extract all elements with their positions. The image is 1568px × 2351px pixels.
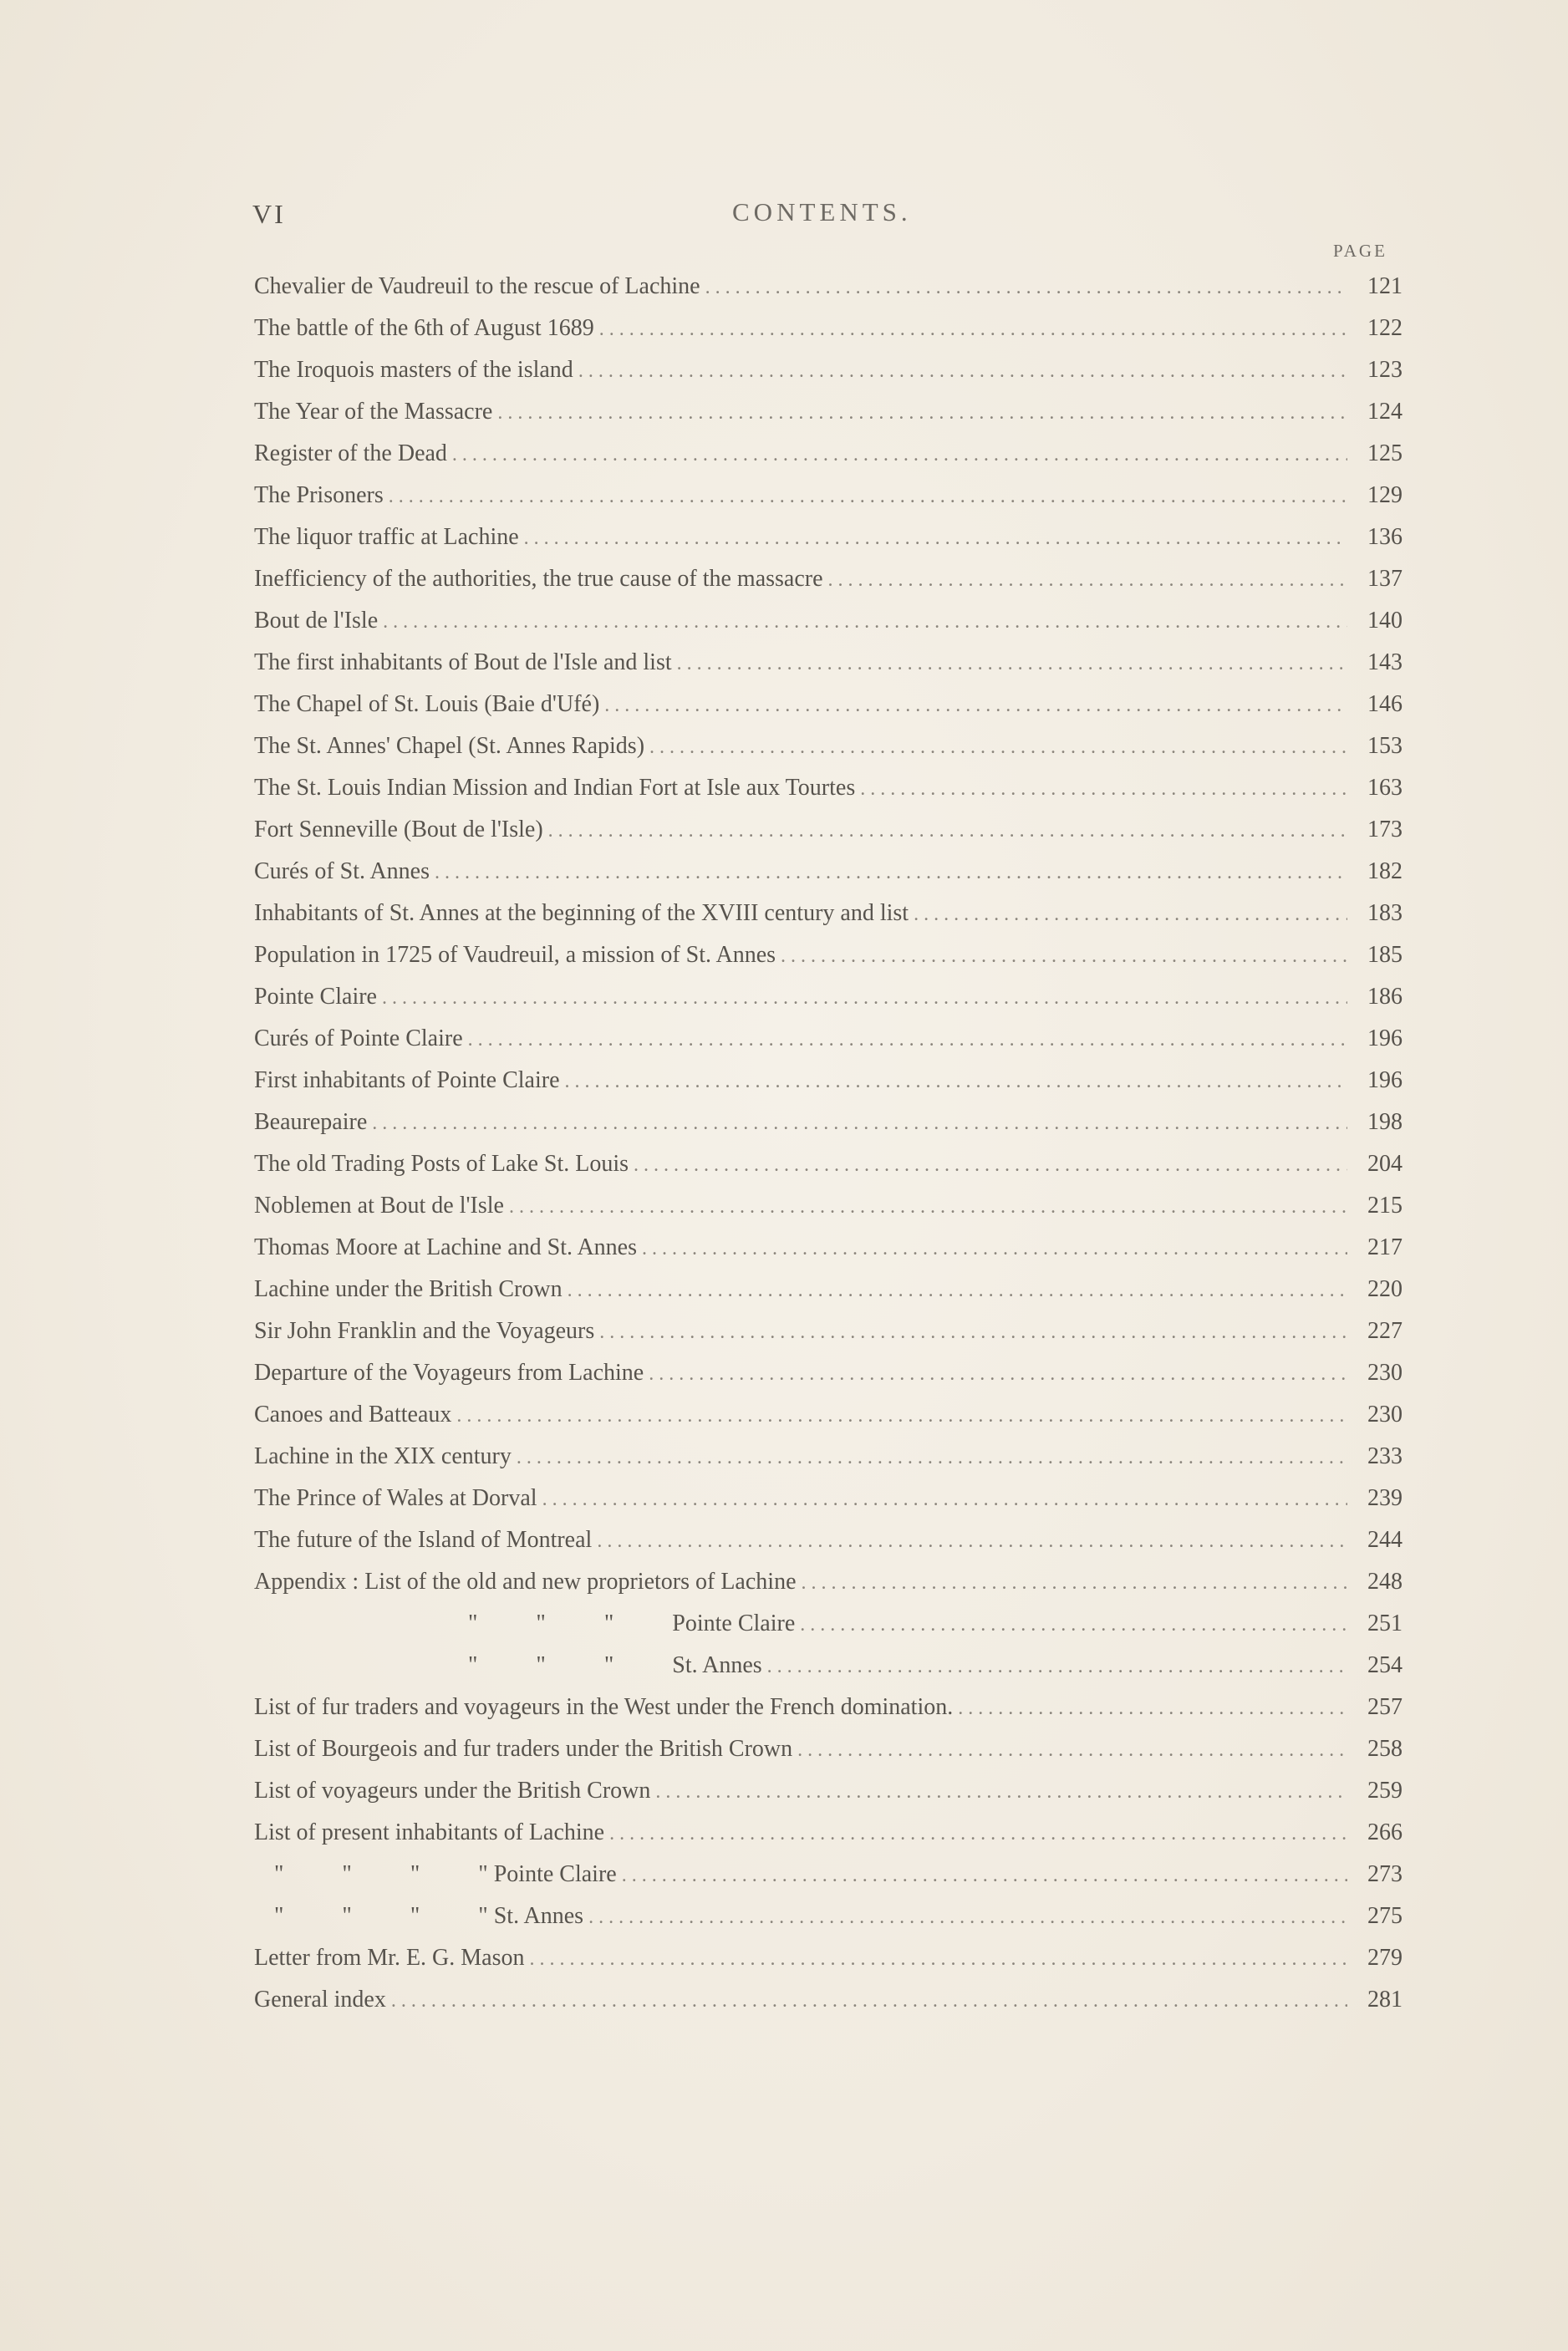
toc-entry-page: 233 [1367,1443,1403,1469]
dot-leader [860,768,1347,810]
dot-leader [649,726,1347,768]
toc-entry [254,1770,1403,1812]
toc-entry-title: Canoes and Batteaux [254,1402,452,1427]
page-title: CONTENTS. [732,197,912,226]
dot-leader [599,308,1347,350]
toc-entry-page: 185 [1367,942,1403,968]
toc-entry [254,893,1403,934]
table-of-contents [254,266,1403,2021]
toc-entry-title: Curés of Pointe Claire [254,1025,463,1051]
toc-entry-title: Departure of the Voyageurs from Lachine [254,1360,644,1386]
dot-leader [781,935,1347,977]
toc-entry [254,1979,1403,2021]
toc-entry-page: 230 [1367,1360,1403,1386]
toc-entry-title: " " " " Pointe Claire [274,1861,617,1887]
toc-entry-page: 257 [1367,1694,1403,1720]
dot-leader [705,267,1347,308]
toc-entry-page: 125 [1367,440,1403,466]
dot-leader [800,1604,1347,1646]
toc-entry-page: 143 [1367,649,1403,675]
toc-entry [254,1728,1403,1770]
toc-entry-title: The St. Annes' Chapel (St. Annes Rapids) [254,733,645,759]
toc-entry-page: 266 [1367,1819,1403,1845]
toc-entry-title: The Year of the Massacre [254,399,493,425]
toc-entry-title: Thomas Moore at Lachine and St. Annes [254,1234,638,1260]
toc-entry-page: 230 [1367,1402,1403,1427]
toc-entry [254,433,1403,475]
toc-entry [254,1687,1403,1728]
toc-entry-title: The Prince of Wales at Dorval [254,1485,537,1511]
toc-entry [254,1603,1403,1645]
toc-entry-page: 217 [1367,1234,1403,1260]
toc-entry-page: 124 [1367,399,1403,425]
dot-leader [391,1980,1347,2022]
toc-entry [254,475,1403,517]
dot-leader [372,1102,1347,1144]
toc-entry-title: List of present inhabitants of Lachine [254,1819,605,1845]
toc-entry [254,1645,1403,1687]
toc-entry-page: 140 [1367,608,1403,634]
dot-leader [542,1478,1347,1520]
toc-entry-title: Lachine under the British Crown [254,1276,563,1302]
toc-entry-page: 215 [1367,1193,1403,1219]
dot-leader [604,684,1347,726]
toc-entry-title: Pointe Claire [254,984,377,1010]
toc-entry-page: 196 [1367,1025,1403,1051]
dot-leader [548,810,1347,852]
toc-entry-title: " " " " St. Annes [274,1903,584,1929]
toc-entry [254,308,1403,349]
toc-entry-title: Population in 1725 of Vaudreuil, a mission of St. Annes [254,942,776,968]
toc-entry [254,1937,1403,1979]
toc-entry [254,1436,1403,1478]
page-header [252,199,1402,241]
toc-entry-title: " " " Pointe Claire [468,1611,796,1636]
toc-entry [254,1060,1403,1102]
toc-entry-title: Register of the Dead [254,440,447,466]
toc-entry-title: Beaurepaire [254,1109,368,1135]
toc-entry-page: 123 [1367,357,1403,383]
toc-entry-title: List of fur traders and voyageurs in the West under the French domination. [254,1694,954,1720]
dot-leader [914,893,1347,935]
dot-leader [677,643,1347,684]
toc-entry [254,1896,1403,1937]
toc-entry-page: 259 [1367,1778,1403,1804]
toc-entry [254,266,1403,308]
toc-entry-page: 248 [1367,1569,1403,1595]
dot-leader [565,1061,1347,1102]
dot-leader [642,1228,1347,1270]
toc-entry-title: The first inhabitants of Bout de l'Isle and list [254,649,672,675]
toc-entry-page: 122 [1367,315,1403,341]
toc-entry-title: The battle of the 6th of August 1689 [254,315,594,341]
toc-entry-title: The St. Louis Indian Mission and Indian Fort at Isle aux Tourtes [254,775,856,801]
toc-entry [254,558,1403,600]
dot-leader [597,1520,1347,1562]
toc-entry [254,600,1403,642]
toc-entry-page: 196 [1367,1067,1403,1093]
toc-entry [254,1143,1403,1185]
dot-leader [524,517,1347,559]
toc-entry [254,391,1403,433]
toc-entry-page: 281 [1367,1987,1403,2013]
toc-entry [254,1854,1403,1896]
toc-entry-page: 183 [1367,900,1403,926]
toc-entry-page: 275 [1367,1903,1403,1929]
toc-entry-title: Lachine in the XIX century [254,1443,512,1469]
toc-entry-title: First inhabitants of Pointe Claire [254,1067,560,1093]
toc-entry-page: 204 [1367,1151,1403,1177]
dot-leader [383,601,1347,643]
toc-entry [254,1561,1403,1603]
toc-entry [254,349,1403,391]
toc-entry-title: List of Bourgeois and fur traders under the British Crown [254,1736,793,1762]
toc-entry-title: Letter from Mr. E. G. Mason [254,1945,525,1971]
dot-leader [797,1729,1347,1771]
toc-entry [254,767,1403,809]
toc-entry [254,684,1403,725]
dot-leader [802,1562,1348,1604]
toc-entry-page: 146 [1367,691,1403,717]
dot-leader [435,852,1347,893]
toc-entry-page: 136 [1367,524,1403,550]
dot-leader [517,1437,1347,1478]
dot-leader [599,1311,1347,1353]
toc-entry-title: List of voyageurs under the British Crown [254,1778,651,1804]
dot-leader [568,1270,1347,1311]
dot-leader [588,1896,1347,1938]
toc-entry [254,1812,1403,1854]
toc-entry [254,976,1403,1018]
dot-leader [452,434,1347,476]
toc-entry [254,517,1403,558]
dot-leader [456,1395,1347,1437]
toc-entry-page: 239 [1367,1485,1403,1511]
toc-entry-page: 227 [1367,1318,1403,1344]
dot-leader [958,1687,1347,1729]
toc-entry [254,1227,1403,1269]
toc-entry-title: The old Trading Posts of Lake St. Louis [254,1151,629,1177]
toc-entry-page: 182 [1367,858,1403,884]
dot-leader [382,977,1347,1019]
toc-entry [254,642,1403,684]
dot-leader [509,1186,1347,1228]
toc-entry-title: Bout de l'Isle [254,608,379,634]
toc-entry-title: " " " St. Annes [468,1652,762,1678]
toc-entry-title: General index [254,1987,386,2013]
toc-entry-page: 254 [1367,1652,1403,1678]
dot-leader [634,1144,1347,1186]
toc-entry-page: 273 [1367,1861,1403,1887]
toc-entry-title: The Prisoners [254,482,384,508]
toc-entry-title: The Iroquois masters of the island [254,357,573,383]
toc-entry-page: 163 [1367,775,1403,801]
dot-leader [655,1771,1347,1813]
toc-entry-page: 220 [1367,1276,1403,1302]
toc-entry-page: 129 [1367,482,1403,508]
toc-entry-page: 251 [1367,1611,1403,1636]
toc-entry-page: 244 [1367,1527,1403,1553]
page-number-roman: VI [252,199,286,229]
dot-leader [468,1019,1347,1061]
dot-leader [767,1646,1347,1687]
toc-entry [254,934,1403,976]
toc-entry-title: Appendix : List of the old and new proprietors of Lachine [254,1569,797,1595]
dot-leader [649,1353,1347,1395]
toc-entry-title: The future of the Island of Montreal [254,1527,593,1553]
toc-entry-title: The liquor traffic at Lachine [254,524,519,550]
toc-entry-page: 173 [1367,817,1403,842]
toc-entry-title: Sir John Franklin and the Voyageurs [254,1318,595,1344]
toc-entry-page: 279 [1367,1945,1403,1971]
toc-entry-title: Curés of St. Annes [254,858,430,884]
toc-entry [254,809,1403,851]
toc-entry [254,1310,1403,1352]
toc-entry-page: 258 [1367,1736,1403,1762]
dot-leader [497,392,1347,434]
toc-entry-title: Noblemen at Bout de l'Isle [254,1193,504,1219]
dot-leader [828,559,1347,601]
toc-entry-title: Chevalier de Vaudreuil to the rescue of Lachine [254,273,700,299]
toc-entry-page: 121 [1367,273,1403,299]
toc-entry-title: The Chapel of St. Louis (Baie d'Ufé) [254,691,600,717]
toc-entry [254,1352,1403,1394]
toc-entry [254,1018,1403,1060]
toc-entry [254,1185,1403,1227]
toc-entry [254,725,1403,767]
dot-leader [530,1938,1348,1980]
toc-entry-title: Fort Senneville (Bout de l'Isle) [254,817,543,842]
toc-entry [254,1269,1403,1310]
toc-entry [254,1478,1403,1519]
toc-entry-page: 153 [1367,733,1403,759]
page-column-label: PAGE [1333,241,1387,261]
toc-entry-page: 198 [1367,1109,1403,1135]
toc-entry-title: Inhabitants of St. Annes at the beginning of the XVIII century and list [254,900,909,926]
toc-entry [254,1102,1403,1143]
toc-entry [254,1519,1403,1561]
toc-entry [254,851,1403,893]
toc-entry-page: 137 [1367,566,1403,592]
dot-leader [622,1855,1347,1896]
toc-entry-title: Inefficiency of the authorities, the true cause of the massacre [254,566,823,592]
dot-leader [609,1813,1347,1855]
toc-entry [254,1394,1403,1436]
dot-leader [578,350,1347,392]
dot-leader [389,476,1347,517]
toc-entry-page: 186 [1367,984,1403,1010]
